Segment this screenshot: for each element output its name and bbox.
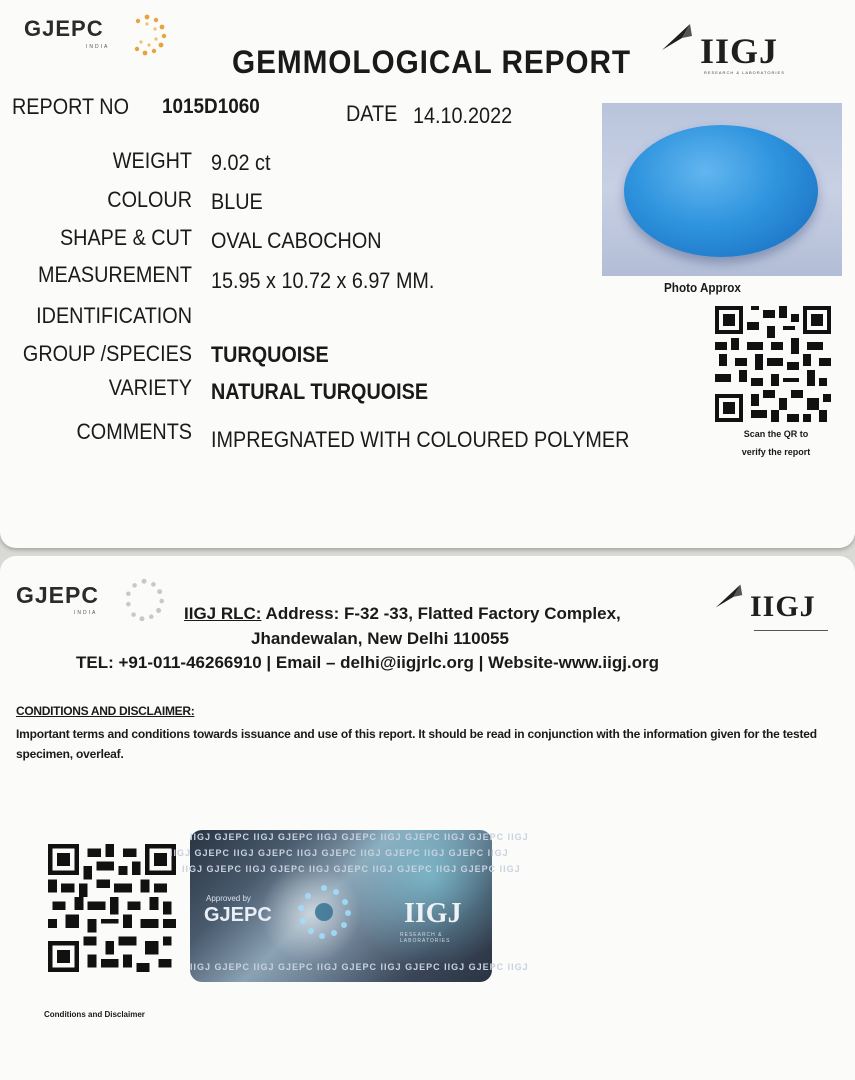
iigj-logo-text: IIGJ	[700, 31, 779, 71]
hologram-band-bottom: IIGJ GJEPC IIGJ GJEPC IIGJ GJEPC IIGJ GJEPC IIGJ GJEPC IIGJ	[190, 962, 529, 972]
iigj-back-arrow-icon	[714, 582, 744, 610]
field-label-variety: VARIETY	[108, 375, 192, 400]
gjepc-logo-back-text: GJEPC	[16, 582, 99, 608]
report-back-card	[0, 556, 855, 1080]
gjepc-logo-back	[16, 576, 176, 626]
gemstone-photo	[602, 103, 842, 276]
iigj-logo-sub: RESEARCH & LABORATORIES	[704, 70, 785, 75]
verify-qr-code[interactable]	[714, 306, 832, 422]
field-label-shape-cut: SHAPE & CUT	[59, 225, 193, 250]
conditions-qr-caption: Conditions and Disclaimer	[44, 1010, 145, 1019]
conditions-title: CONDITIONS AND DISCLAIMER:	[16, 704, 195, 718]
report-title: GEMMOLOGICAL REPORT	[232, 44, 632, 80]
date-label: DATE	[346, 101, 398, 126]
iigj-back-divider	[754, 630, 828, 631]
field-label-group-species: GROUP /SPECIES	[22, 341, 193, 366]
field-label-weight: WEIGHT	[112, 148, 192, 173]
hologram-band-3: IIGJ GJEPC IIGJ GJEPC IIGJ GJEPC IIGJ GJEPC IIGJ GJEPC IIGJ	[182, 864, 521, 874]
qr-caption-line2: verify the report	[741, 447, 811, 457]
hologram-band-top: IIGJ GJEPC IIGJ GJEPC IIGJ GJEPC IIGJ GJEPC IIGJ GJEPC IIGJ	[190, 832, 529, 842]
gjepc-logo-text: GJEPC	[24, 16, 104, 41]
qr-caption-line1: Scan the QR to	[743, 429, 809, 439]
conditions-qr-code[interactable]	[48, 844, 176, 972]
field-value-measurement: 15.95 x 10.72 x 6.97 MM.	[211, 268, 435, 293]
address-text-line1: Address: F-32 -33, Flatted Factory Complex,	[261, 604, 621, 623]
address-line1	[184, 604, 621, 624]
address-line2: Jhandewalan, New Delhi 110055	[251, 629, 509, 648]
contact-line: TEL: +91-011-46266910 | Email – delhi@iigjrlc.org | Website-www.iigj.org	[76, 653, 660, 672]
iigj-arrow-icon	[660, 22, 694, 52]
hologram-band-2: IIGJ GJEPC IIGJ GJEPC IIGJ GJEPC IIGJ GJEPC IIGJ GJEPC IIGJ	[170, 848, 509, 858]
gjepc-logo-sub: INDIA	[86, 44, 110, 50]
gjepc-sun-icon	[124, 12, 170, 58]
hologram-iigj-sub: RESEARCH & LABORATORIES	[400, 932, 451, 944]
iigj-logo-back	[714, 578, 844, 638]
field-value-comments: IMPREGNATED WITH COLOURED POLYMER	[211, 427, 630, 452]
turquoise-stone-image	[624, 125, 818, 257]
field-value-weight: 9.02 ct	[211, 150, 271, 175]
field-value-colour: BLUE	[211, 189, 263, 214]
report-no-value: 1015D1060	[162, 95, 260, 118]
photo-caption: Photo Approx	[664, 280, 741, 295]
conditions-text: Important terms and conditions towards issuance and use of this report. It should be read in conjunction with the information given for the tested specimen, overleaf.	[16, 727, 817, 761]
field-label-identification: IDENTIFICATION	[36, 303, 192, 328]
report-no-label: REPORT NO	[12, 94, 129, 119]
gjepc-back-sun-icon	[120, 576, 168, 624]
gjepc-logo	[24, 14, 174, 54]
field-label-comments: COMMENTS	[76, 419, 192, 444]
security-hologram	[170, 830, 529, 982]
field-label-colour: COLOUR	[107, 187, 192, 212]
hologram-approved-text: Approved by	[206, 894, 251, 903]
hologram-sun-icon	[294, 882, 354, 942]
gjepc-logo-back-sub: INDIA	[74, 610, 98, 616]
address-label: IIGJ RLC:	[184, 604, 262, 623]
date-value: 14.10.2022	[413, 103, 513, 128]
field-label-measurement: MEASUREMENT	[37, 262, 192, 287]
hologram-gjepc-text: GJEPC	[204, 904, 272, 926]
field-value-group-species: TURQUOISE	[211, 342, 329, 367]
iigj-logo-back-text: IIGJ	[750, 590, 816, 623]
hologram-iigj-text: IIGJ	[404, 898, 462, 929]
field-value-shape-cut: OVAL CABOCHON	[211, 228, 382, 253]
field-value-variety: NATURAL TURQUOISE	[211, 379, 429, 404]
iigj-logo	[660, 16, 800, 76]
